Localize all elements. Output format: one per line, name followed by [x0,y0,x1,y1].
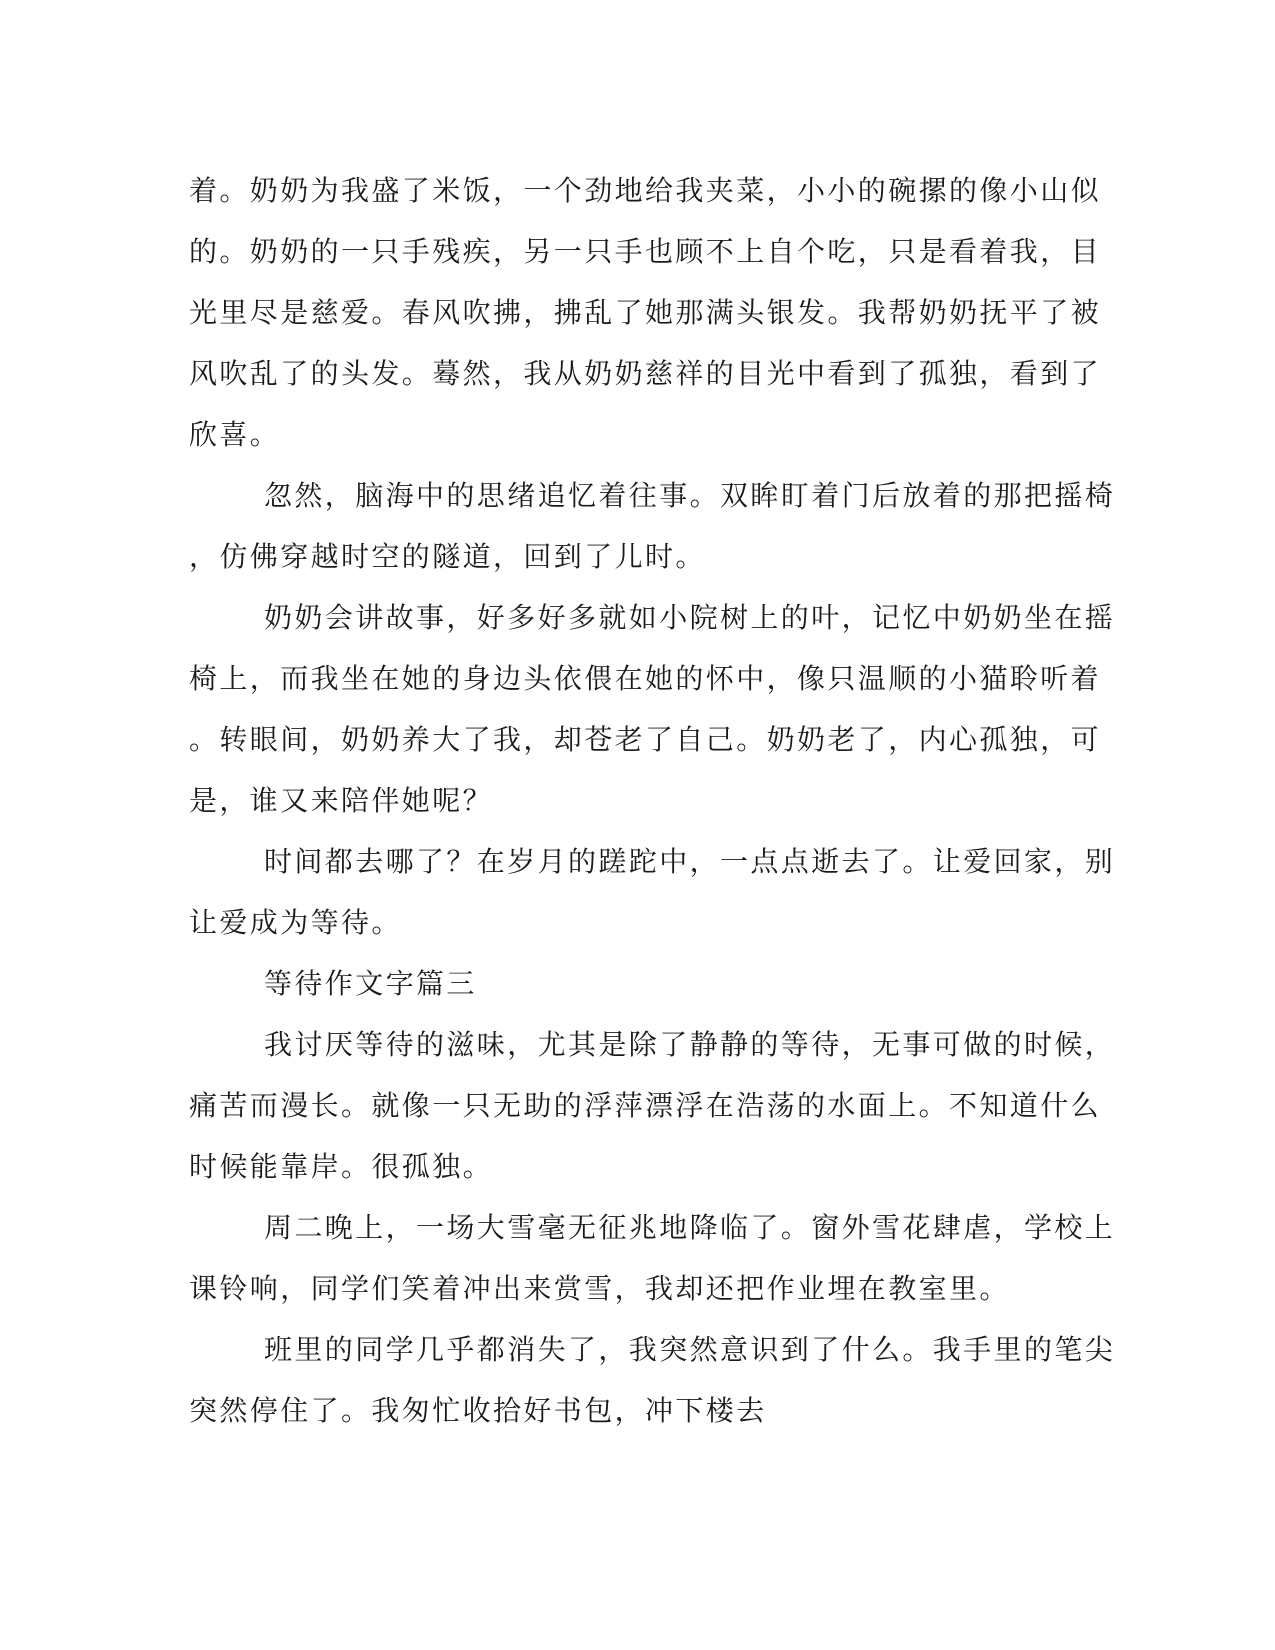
text-line: 椅上，而我坐在她的身边头依偎在她的怀中，像只温顺的小猫聆听着 [189,662,1102,695]
text-line: 我讨厌等待的滋味，尤其是除了静静的等待，无事可做的时候， [264,1028,1116,1061]
text-line: 是，谁又来陪伴她呢？ [189,784,494,817]
text-line: 欣喜。 [189,418,281,451]
text-line: 忽然，脑海中的思绪追忆着往事。双眸盯着门后放着的那把摇椅 [264,479,1116,512]
text-line: 。转眼间，奶奶养大了我，却苍老了自己。奶奶老了，内心孤独，可 [189,723,1102,756]
body-text [189,160,1116,1441]
text-line: 班里的同学几乎都消失了，我突然意识到了什么。我手里的笔尖 [264,1333,1116,1366]
section-heading: 等待作文字篇三 [264,967,477,1000]
text-line: 时候能靠岸。很孤独。 [189,1150,494,1183]
text-line: 风吹乱了的头发。蓦然，我从奶奶慈祥的目光中看到了孤独，看到了 [189,357,1102,390]
text-line: 痛苦而漫长。就像一只无助的浮萍漂浮在浩荡的水面上。不知道什么 [189,1089,1102,1122]
text-line: 突然停住了。我匆忙收拾好书包，冲下楼去 [189,1394,767,1427]
text-line: 时间都去哪了？在岁月的蹉跎中，一点点逝去了。让爱回家，别 [264,845,1116,878]
text-line: 光里尽是慈爱。春风吹拂，拂乱了她那满头银发。我帮奶奶抚平了被 [189,296,1102,329]
text-line: 的。奶奶的一只手残疾，另一只手也顾不上自个吃，只是看着我，目 [189,235,1102,268]
text-line: 让爱成为等待。 [189,906,402,939]
text-line: ，仿佛穿越时空的隧道，回到了儿时。 [189,540,706,573]
text-line: 着。奶奶为我盛了米饭，一个劲地给我夹菜，小小的碗摞的像小山似 [189,174,1102,207]
text-line: 奶奶会讲故事，好多好多就如小院树上的叶，记忆中奶奶坐在摇 [264,601,1116,634]
text-line: 周二晚上，一场大雪毫无征兆地降临了。窗外雪花肆虐，学校上 [264,1211,1116,1244]
text-line: 课铃响，同学们笑着冲出来赏雪，我却还把作业埋在教室里。 [189,1272,1010,1305]
